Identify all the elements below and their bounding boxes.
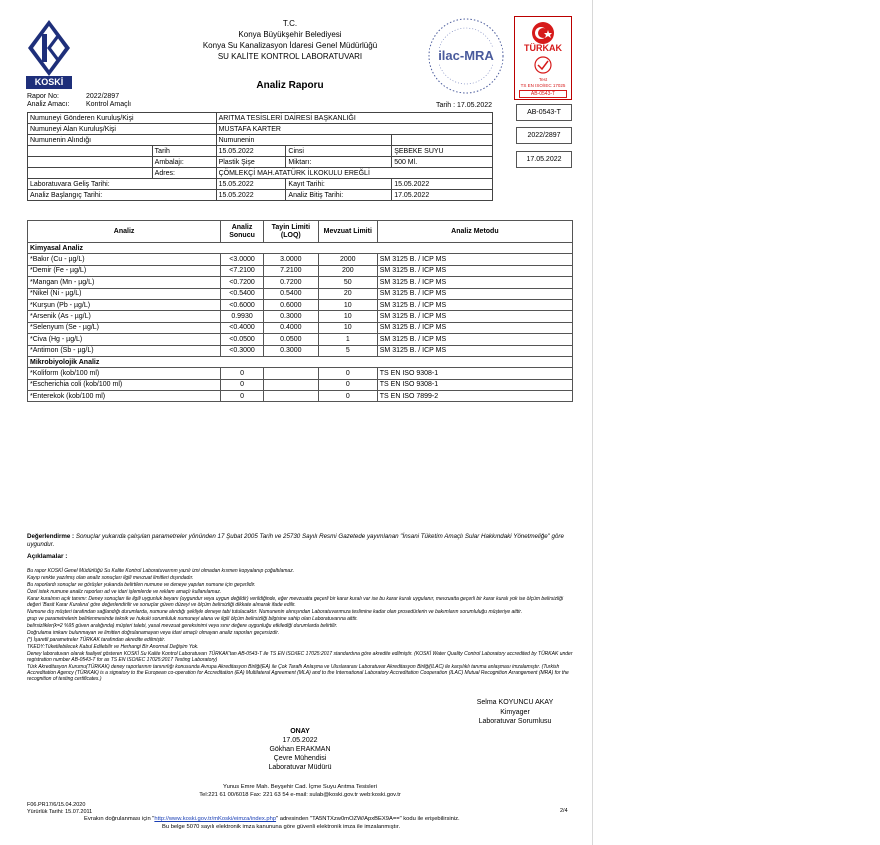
approval-block [230, 727, 370, 772]
result-cell: <0.7200 [221, 277, 264, 288]
method-cell: SM 3125 B. / ICP MS [377, 334, 572, 345]
info-row-alindigi [28, 135, 493, 146]
limit-cell: 20 [318, 288, 377, 299]
table-row [28, 299, 573, 310]
loq-cell: 3.0000 [263, 254, 318, 265]
section-row [28, 243, 573, 254]
limit-cell: 5 [318, 345, 377, 356]
turkak-sub1: Test [538, 77, 548, 82]
turkak-text: TÜRKAK [524, 43, 562, 53]
note-item: Doğrulama imkanı bulunmayan ve limitten doğrulanamayan veya idari amaçlı olmayan analiz raporları geçersizdir. [27, 630, 280, 636]
side-box-accreditation: AB-0543-T [516, 104, 572, 121]
note-item: Karar kuralının açık tanımı: Deney sonuçları ile ilgili uygunluk beyanı (uygundur veya uygun değildir) verildiğinde, eğer mevzuatta geçerli bir karar kuralı var ise bu karar kuralı uygulanır, mevzuatta geçerli bir karar kuralı yok ise ölçüm belirsizliği değeri 'Basit Karar Kuralına' göre değerlendirilir ve sonuçlar güven düzeyi ve ölçüm belirsizliği dikkate alınarak ifade edilir. [27, 596, 564, 608]
adres-label: Adres: [152, 168, 216, 179]
cinsi-value: ŞEBEKE SUYU [392, 146, 493, 157]
gelis-label: Laboratuvara Geliş Tarihi: [28, 179, 217, 190]
notes-list [27, 568, 573, 683]
parameter-cell: *Arsenik (As - µg/L) [28, 311, 221, 322]
limit-cell: 1 [318, 334, 377, 345]
loq-cell: 0.4000 [263, 322, 318, 333]
info-row-alan [28, 124, 493, 135]
verification-line [84, 816, 554, 824]
rapor-no: 2022/2897 [86, 93, 120, 100]
loq-cell: 7.2100 [263, 265, 318, 276]
note-item: Bu rapor KOSKİ Genel Müdürlüğü Su Kalite Kontrol Laboratuvarının yazılı izni olmadan kısmen kopyalanıp çoğaltılamaz. [27, 568, 295, 574]
rapor-no-label: Rapor No: [27, 93, 59, 100]
cinsi-label: Cinsi [286, 146, 392, 157]
note-item: Deney laboratuvarı olarak faaliyet gösteren KOSKİ Su Kalite Kontrol Laboratuvarı TÜRKAK'tan AB-0543-T ile TS EN ISO/IEC 17025:2017 standardına göre akredite edilmiştir. (KOSKİ Water Quality Control Laboratory accredited by TÜRKAK under registration number AB-0543-T for as TS EN ISO/IEC 17025:2017 Testing Laboratory) [27, 651, 573, 663]
limit-cell: 0 [318, 391, 377, 402]
section-title: Kimyasal Analiz [28, 243, 573, 254]
sample-info-table [27, 112, 493, 201]
note-item: grup ve parametrelerin belirlenmesinde teknik ve hukuki sorumluluk numuneyi alana ve ilgili ölçüm belirsizliği bilgisine sahip olan Laboratuvarına aittir. [27, 616, 358, 622]
bitis-label: Analiz Bitiş Tarihi: [286, 190, 392, 201]
signer-title1: Kimyager [500, 708, 530, 716]
loq-cell: 0.0500 [263, 334, 318, 345]
note-item: Türk Akreditasyon Kurumu(TÜRKAK) deney raporlarının tanınırlığı konusunda Avrupa Akreditasyon Birliği(EA) ile Çok Taraflı Anlaşma ve Uluslararası Laboratuvar Akreditasyon Birliği(ILAC) ile karşılıklı tanıma anlaşması imzalamıştır. (Turkish Accreditation Agency (TÜRKAK) is a signatory to the European co-operation for Accreditation (EA) Multilateral Agreement (MLA) and to the International Laboratory Accreditation Cooperation (ILAC) Mutual Recognition Arrangement (MRA) for the recognition of testing certificates.) [27, 664, 569, 682]
parameter-cell: *Antimon (Sb - µg/L) [28, 345, 221, 356]
analiz-amaci-label: Analiz Amacı: [27, 101, 70, 108]
info-row-gonderen [28, 113, 493, 124]
note-item: (*) İşaretli parametreler TÜRKAK tarafından akredite edilmiştir. [27, 637, 166, 643]
header-municipality: Konya Büyükşehir Belediyesi [238, 30, 342, 39]
header-mevzuat: Mevzuat Limiti [318, 221, 377, 243]
alindigi-label: Numunenin Alındığı [28, 135, 217, 146]
parameter-cell: *Koliform (kob/100 ml) [28, 368, 221, 379]
result-cell: 0 [221, 379, 264, 390]
signer-title2: Laboratuvar Sorumlusu [478, 718, 552, 725]
loq-cell: 0.3000 [263, 311, 318, 322]
report-date: Tarih : 17.05.2022 [435, 102, 492, 109]
evaluation-label: Değerlendirme : [27, 533, 75, 540]
limit-cell: 10 [318, 322, 377, 333]
parameter-cell: *Demir (Fe - µg/L) [28, 265, 221, 276]
numunenin-label: Numunenin [216, 135, 392, 146]
ilac-mra-text: ilac-MRA [438, 48, 494, 63]
header-laboratory: SU KALİTE KONTROL LABORATUVARI [217, 52, 363, 61]
note-item: TKEDY:Tüketilebilecek Kabul Edilebilir ve Herhangi Bir Anormal Değişim Yok. [27, 644, 199, 650]
page-number: 2/4 [560, 808, 568, 814]
result-cell: 0 [221, 368, 264, 379]
approval-title2: Laboratuvar Müdürü [268, 764, 332, 771]
table-row [28, 391, 573, 402]
parameter-cell: *Escherichia coli (kob/100 ml) [28, 379, 221, 390]
adres-value: ÇÖMLEKÇİ MAH.ATATÜRK İLKOKULU EREĞLİ [216, 168, 492, 179]
header-analiz: Analiz [28, 221, 221, 243]
table-row [28, 368, 573, 379]
method-cell: TS EN ISO 7899-2 [377, 391, 572, 402]
result-cell: <0.4000 [221, 322, 264, 333]
alan-value: MUSTAFA KARTER [216, 124, 492, 135]
gonderen-label: Numuneyi Gönderen Kuruluş/Kişi [28, 113, 217, 124]
turkak-sub2: TS EN ISO/IEC 17025 [520, 83, 566, 88]
e-signature-law: Bu belge 5070 sayılı elektronik imza kanununa göre güvenli elektronik imza ile imzalanmıştır. [162, 824, 401, 830]
table-row [28, 277, 573, 288]
method-cell: TS EN ISO 9308-1 [377, 379, 572, 390]
alan-label: Numuneyi Alan Kuruluş/Kişi [28, 124, 217, 135]
verify-link[interactable]: http://www.koski.gov.tr/mKoski/eimza/index.php [154, 816, 277, 822]
table-row [28, 254, 573, 265]
method-cell: SM 3125 B. / ICP MS [377, 311, 572, 322]
yururluk-date: Yürürlük Tarihi: 15.07.2011 [27, 809, 93, 815]
report-title: Analiz Raporu [256, 80, 324, 91]
result-cell: <0.0500 [221, 334, 264, 345]
approval-title1: Çevre Mühendisi [273, 755, 327, 762]
method-cell: SM 3125 B. / ICP MS [377, 345, 572, 356]
parameter-cell: *Bakır (Cu - µg/L) [28, 254, 221, 265]
side-box-report-no: 2022/2897 [516, 127, 572, 144]
loq-cell: 0.6000 [263, 299, 318, 310]
evaluation-text: Sonuçlar yukarıda çalışılan parametreler yönünden 17 Şubat 2005 Tarih ve 25730 Sayılı Resmi Gazetede yayımlanan "İnsani Tüketim Amaçlı Sular Hakkındaki Yönetmeliğe" göre uygundur. [27, 533, 564, 548]
ambalaj-value: Plastik Şişe [216, 157, 286, 168]
loq-cell: 0.5400 [263, 288, 318, 299]
turkak-logo [514, 16, 572, 100]
ambalaj-label: Ambalajı: [152, 157, 216, 168]
method-cell: SM 3125 B. / ICP MS [377, 254, 572, 265]
koski-logo [26, 18, 72, 90]
note-item: Özel istek numune analiz raporları ad ve idari işlemlerde ve reklam amaçlı kullanılamaz. [27, 589, 222, 595]
limit-cell: 50 [318, 277, 377, 288]
parameter-cell: *Mangan (Mn - µg/L) [28, 277, 221, 288]
approval-date: 17.05.2022 [282, 737, 318, 744]
kayit-label: Kayıt Tarihi: [286, 179, 392, 190]
parameter-cell: *Nikel (Ni - µg/L) [28, 288, 221, 299]
note-item: Kayıp renkte yazılmış olan analiz sonuçları ilgili mevzuat limitleri dışındadır. [27, 575, 194, 581]
table-row [28, 311, 573, 322]
table-row [28, 265, 573, 276]
footer-address2: Tel:221 61 00/6018 Fax: 221 63 54 e-mail: sulab@koski.gov.tr web:koski.gov.tr [199, 792, 401, 798]
bitis-value: 17.05.2022 [392, 190, 493, 201]
method-cell: SM 3125 B. / ICP MS [377, 299, 572, 310]
header-loq: Tayin Limiti (LOQ) [263, 221, 318, 243]
verify-prefix: Evrakın doğrulanması için " [84, 816, 155, 822]
parameter-cell: *Civa (Hg - µg/L) [28, 334, 221, 345]
section-title: Mikrobiyolojik Analiz [28, 356, 573, 367]
baslangic-value: 15.05.2022 [216, 190, 286, 201]
gonderen-value: ARITMA TESİSLERİ DAİRESİ BAŞKANLIĞI [216, 113, 492, 124]
table-row [28, 379, 573, 390]
method-cell: SM 3125 B. / ICP MS [377, 277, 572, 288]
gelis-value: 15.05.2022 [216, 179, 286, 190]
tarih-label: Tarih [152, 146, 216, 157]
result-cell: <0.5400 [221, 288, 264, 299]
parameter-cell: *Selenyum (Se - µg/L) [28, 322, 221, 333]
approval-label: ONAY [290, 728, 310, 735]
method-cell: SM 3125 B. / ICP MS [377, 322, 572, 333]
info-row-tarih [28, 146, 493, 157]
note-item: Bu raporlardı sonuçlar ve görüşler yukarıda belirtilen numune ve deneye yapılan numune için geçerlidir. [27, 582, 256, 588]
koski-logo-text: KOSKİ [34, 77, 64, 87]
header-sonuc: Analiz Sonucu [221, 221, 264, 243]
note-item: Numune dış müşteri tarafından sağlandığı durumlarda, numune alındığı şekliyle deneye tabi tutulacaktır. Numunenin alınışından Laboratuvarımıza teslimine kadar olan prosedürlerin ve bakımların sorumluluğu müşteriye aittir. [27, 609, 523, 615]
header-directorate: Konya Su Kanalizasyon İdaresi Genel Müdürlüğü [202, 41, 378, 50]
table-row [28, 322, 573, 333]
limit-cell: 10 [318, 299, 377, 310]
info-row-ambalaj [28, 157, 493, 168]
limit-cell: 0 [318, 379, 377, 390]
table-row [28, 288, 573, 299]
results-header-row [28, 221, 573, 243]
tarih-value: 15.05.2022 [216, 146, 286, 157]
note-item: belirsizlikler(k=2 %95 güven aralığında) müşteri talebi, yasal mevzuat gereksinimi veya sınır değere uygunluğu etkilediği durumlarda belirtilir. [27, 623, 338, 629]
result-cell: <0.3000 [221, 345, 264, 356]
header-tc: T.C. [282, 19, 298, 28]
turkak-code: AB-0543-T [519, 90, 567, 98]
approval-name: Gökhan ERAKMAN [269, 746, 331, 753]
info-row-adres [28, 168, 493, 179]
result-cell: <3.0000 [221, 254, 264, 265]
verify-suffix: " adresinden "TA5NTXzw0mOZW/ApxBEX9A==" kodu ile erişebilirsiniz. [276, 816, 460, 822]
limit-cell: 10 [318, 311, 377, 322]
ilac-mra-logo [426, 16, 506, 96]
limit-cell: 2000 [318, 254, 377, 265]
results-table [27, 220, 573, 402]
miktar-label: Miktarı: [286, 157, 392, 168]
loq-cell: 0.7200 [263, 277, 318, 288]
kayit-value: 15.05.2022 [392, 179, 493, 190]
loq-cell [263, 391, 318, 402]
section-row [28, 356, 573, 367]
footer-address1: Yunus Emre Mah. Beyşehir Cad. İçme Suyu Arıtma Tesisleri [223, 784, 377, 790]
baslangic-label: Analiz Başlangıç Tarihi: [28, 190, 217, 201]
info-row-baslangic [28, 190, 493, 201]
loq-cell: 0.3000 [263, 345, 318, 356]
result-cell: <0.6000 [221, 299, 264, 310]
table-row [28, 334, 573, 345]
result-cell: <7.2100 [221, 265, 264, 276]
result-cell: 0.9930 [221, 311, 264, 322]
method-cell: TS EN ISO 9308-1 [377, 368, 572, 379]
side-box-date: 17.05.2022 [516, 151, 572, 168]
signer-block [450, 698, 580, 727]
parameter-cell: *Kurşun (Pb - µg/L) [28, 299, 221, 310]
notes-label: Açıklamalar : [27, 553, 68, 560]
limit-cell: 200 [318, 265, 377, 276]
analiz-amaci: Kontrol Amaçlı [86, 101, 132, 108]
form-no: F06.PR17/6/15.04.2020 [27, 802, 86, 808]
loq-cell [263, 379, 318, 390]
signer-name: Selma KOYUNCU AKAY [476, 699, 554, 706]
header-metod: Analiz Metodu [377, 221, 572, 243]
loq-cell [263, 368, 318, 379]
evaluation-block [27, 533, 573, 549]
result-cell: 0 [221, 391, 264, 402]
table-row [28, 345, 573, 356]
method-cell: SM 3125 B. / ICP MS [377, 288, 572, 299]
miktar-value: 500 Ml. [392, 157, 493, 168]
method-cell: SM 3125 B. / ICP MS [377, 265, 572, 276]
parameter-cell: *Enterekok (kob/100 ml) [28, 391, 221, 402]
info-row-gelis [28, 179, 493, 190]
limit-cell: 0 [318, 368, 377, 379]
